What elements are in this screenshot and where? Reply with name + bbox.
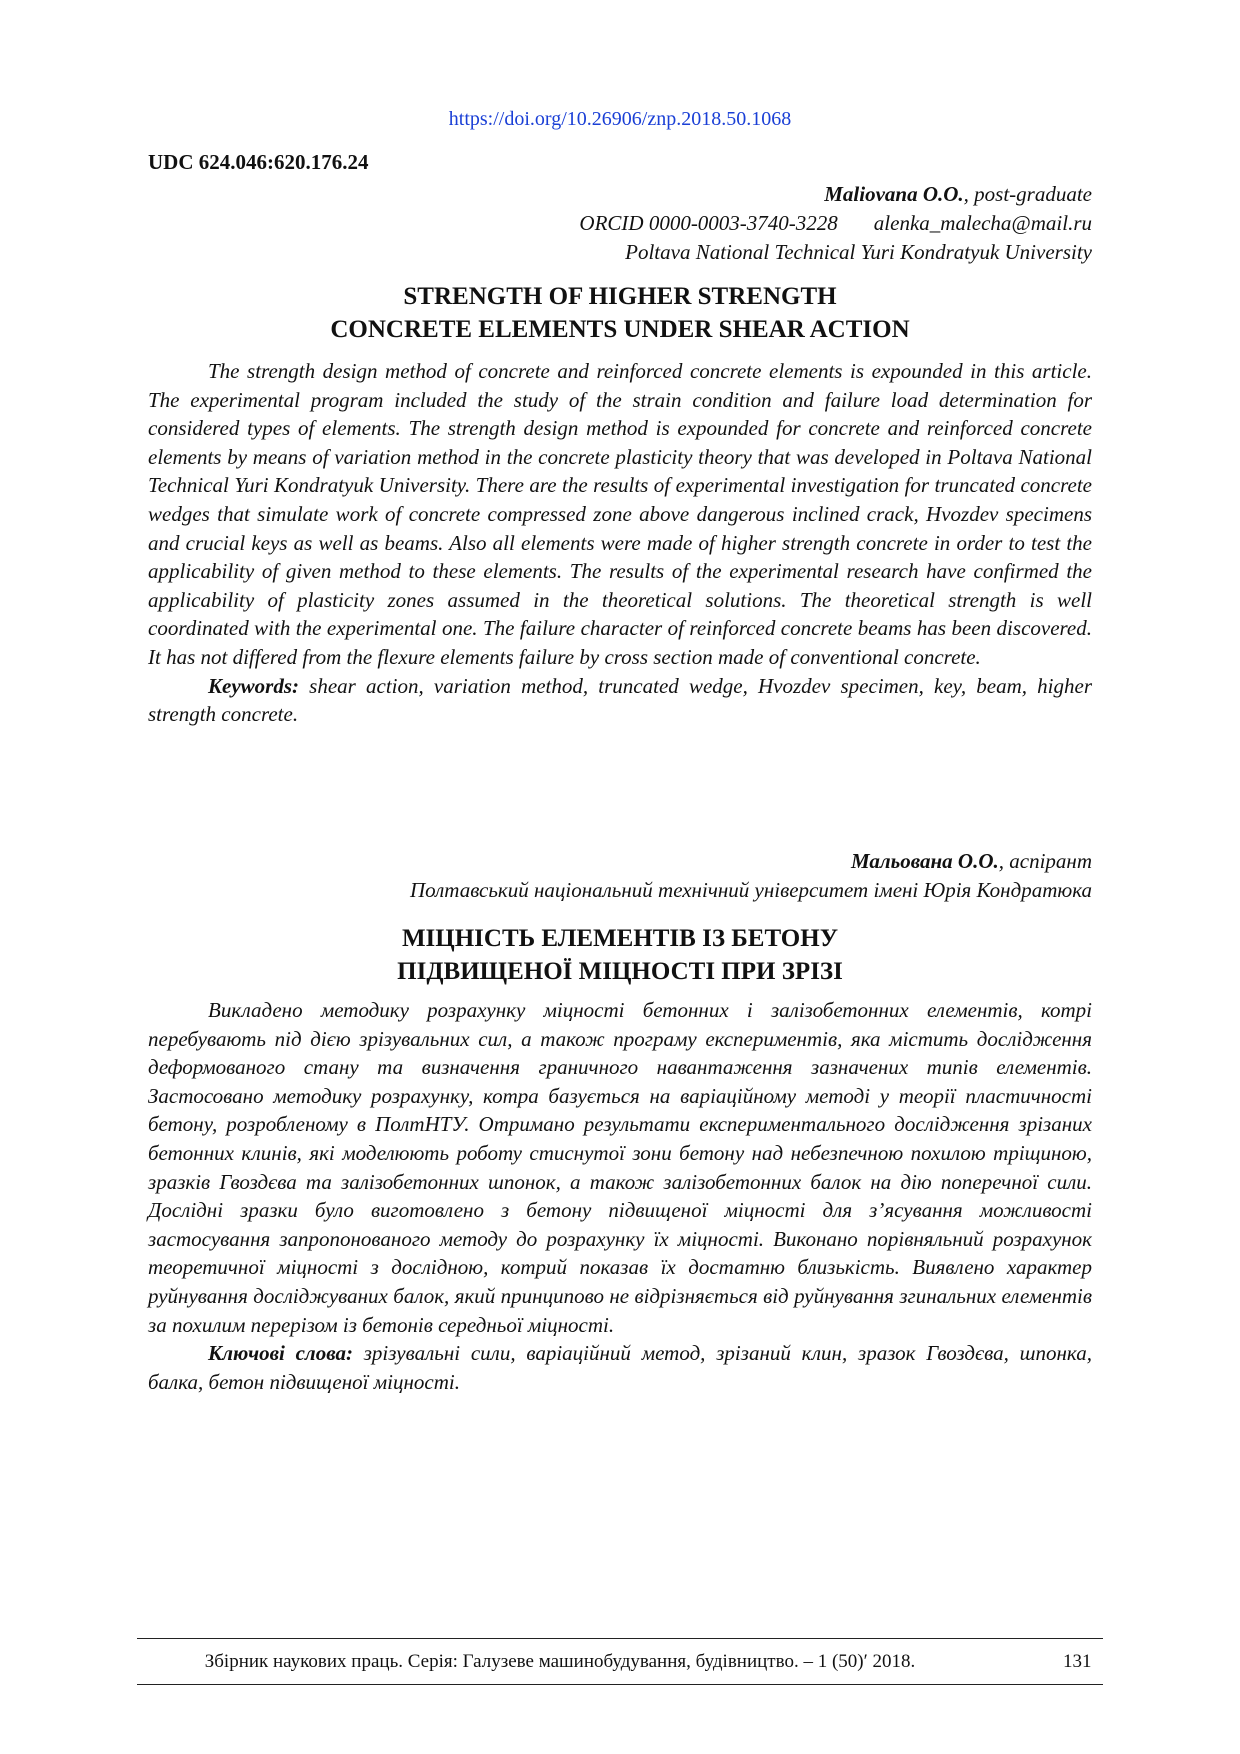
keywords-uk-text: зрізувальні сили, варіаційний метод, зрізаний клин, зразок Гвоздєва, шпонка, балка, бетон підвищеної міцності. (148, 1341, 1092, 1394)
doi-link[interactable]: https://doi.org/10.26906/znp.2018.50.1068 (448, 108, 792, 130)
title-uk-line2: ПІДВИЩЕНОЇ МІЦНОСТІ ПРИ ЗРІЗІ (397, 958, 843, 985)
keywords-en (148, 672, 1092, 729)
author-block-en (579, 180, 1092, 267)
journal-footer: Збірник наукових праць. Серія: Галузеве машинобудування, будівництво. – 1 (50)′ 2018. (204, 1651, 916, 1672)
author-block-uk (410, 847, 1092, 905)
abstract-en (148, 357, 1092, 729)
keywords-uk (148, 1339, 1092, 1396)
title-en-line1: STRENGTH OF HIGHER STRENGTH (403, 283, 837, 310)
author-name-uk: Мальована О.О. (851, 849, 999, 873)
keywords-en-text: shear action, variation method, truncated wedge, Hvozdev specimen, key, beam, higher strength concrete. (148, 673, 1092, 727)
footer-rule-top (137, 1638, 1103, 1639)
title-uk (0, 922, 1240, 988)
abstract-en-text: The strength design method of concrete and reinforced concrete elements is expounded in this article. The experimental program included the study of the strain condition and failure load determination for considered types of elements. The strength design method is expounded for concrete and reinforced concrete elements by means of variation method in the concrete plasticity theory that was developed in Poltava National Technical Yuri Kondratyuk University. There are the results of experimental investigation for truncated concrete wedges that simulate work of concrete compressed zone above dangerous inclined crack, Hvozdev specimens and crucial keys as well as beams. Also all elements were made of higher strength concrete in order to test the applicability of given method to these elements. The results of the experimental research have confirmed the applicability of plasticity zones assumed in the theoretical solutions. The theoretical strength is well coordinated with the experimental one. The failure character of reinforced concrete beams has been discovered. It has not differed from the flexure elements failure by cross section made of conventional concrete. (148, 359, 1092, 669)
abstract-uk (148, 996, 1092, 1396)
author-role-en: , post-graduate (963, 182, 1092, 206)
udc-code: UDC 624.046:620.176.24 (148, 150, 369, 174)
footer-rule-bottom (137, 1684, 1103, 1685)
abstract-uk-text: Викладено методику розрахунку міцності бетонних і залізобетонних елементів, котрі перебувають під дією зрізувальних сил, а також програму експериментів, яка містить дослідження деформованого стану та визначення граничного навантаження зазначених типів елементів. Застосовано методику розрахунку, котра базується на варіаційному методі у теорії пластичності бетону, розробленому в ПолтНТУ. Отримано результати експериментального дослідження зрізаних бетонних клинів, які моделюють роботу стиснутої зони бетону над небезпечною похилою тріщиною, зразків Гвоздєва та залізобетонних шпонок, а також залізобетонних балок на дію поперечної сили. Дослідні зразки було виготовлено з бетону підвищеної міцності для з’ясування можливості застосування запропонованого методу до розрахунку їх міцності. Виконано порівняльний розрахунок теоретичної міцності з дослідною, котрий показав їх достатню близькість. Виявлено характер руйнування досліджуваних балок, який принципово не відрізняється від руйнування згинальних елементів за похилим перерізом із бетонів середньої міцності. (148, 998, 1092, 1337)
keywords-uk-label: Ключові слова: (208, 1341, 353, 1366)
author-email: alenka_malecha@mail.ru (873, 211, 1092, 235)
keywords-en-label: Keywords: (208, 673, 299, 698)
affiliation-en: Poltava National Technical Yuri Kondratyuk University (625, 240, 1092, 264)
author-name-en: Maliovana O.O. (824, 182, 964, 206)
title-en-line2: CONCRETE ELEMENTS UNDER SHEAR ACTION (330, 316, 910, 343)
page-number: 131 (1063, 1651, 1092, 1672)
author-role-uk: , аспірант (998, 849, 1092, 873)
orcid: ORCID 0000-0003-3740-3228 (579, 211, 838, 235)
title-en (0, 280, 1240, 346)
affiliation-uk: Полтавський національний технічний університет імені Юрія Кондратюка (409, 878, 1092, 902)
title-uk-line1: МІЦНІСТЬ ЕЛЕМЕНТІВ ІЗ БЕТОНУ (401, 925, 839, 952)
